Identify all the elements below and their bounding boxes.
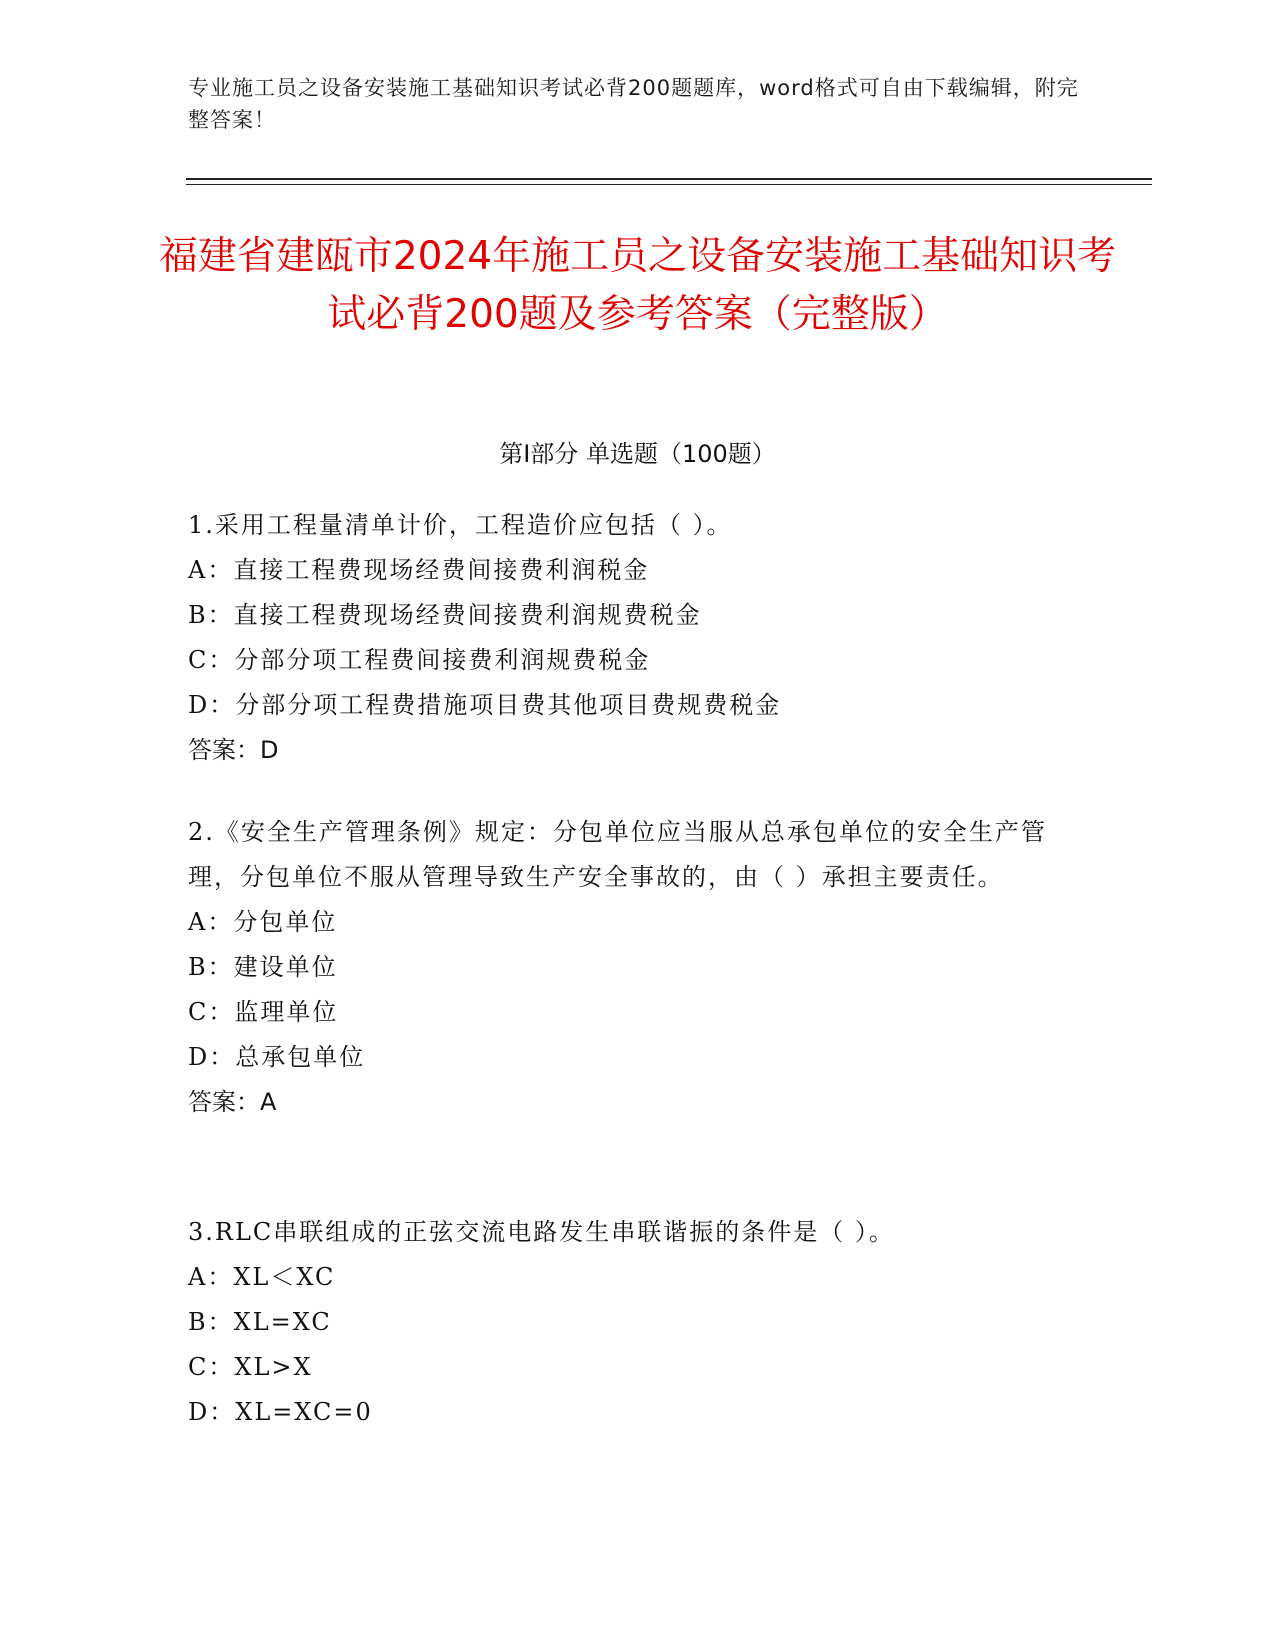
- header-note: 专业施工员之设备安装施工基础知识考试必背200题题库，word格式可自由下载编辑，附完整答案！: [188, 76, 1079, 132]
- option-a: A：XL＜XC: [188, 1263, 336, 1291]
- option-b: B：直接工程费现场经费间接费利润规费税金: [188, 601, 702, 629]
- option-a: A：直接工程费现场经费间接费利润税金: [188, 556, 650, 584]
- document-title: 福建省建瓯市2024年施工员之设备安装施工基础知识考试必背200题及参考答案（完整版）: [158, 234, 1117, 337]
- option-a: A：分包单位: [188, 908, 338, 936]
- option-d: D：XL=XC=0: [188, 1398, 373, 1426]
- question-stem: 1.采用工程量清单计价，工程造价应包括（ ）。: [188, 511, 733, 539]
- header-divider-thick: [186, 178, 1152, 180]
- question-3: [188, 1210, 1088, 1435]
- section-heading: 第I部分 单选题（100题）: [499, 440, 776, 468]
- option-c: C：监理单位: [188, 998, 339, 1026]
- option-b: B：建设单位: [188, 953, 338, 981]
- question-1: [188, 503, 1088, 773]
- option-d: D：分部分项工程费措施项目费其他项目费规费税金: [188, 691, 782, 719]
- answer: 答案：D: [188, 736, 279, 764]
- option-c: C：分部分项工程费间接费利润规费税金: [188, 646, 651, 674]
- answer: 答案：A: [188, 1088, 277, 1116]
- header-divider-thin: [186, 184, 1152, 185]
- option-c: C：XL>X: [188, 1353, 313, 1381]
- option-b: B：XL=XC: [188, 1308, 332, 1336]
- question-2: [188, 810, 1088, 1125]
- question-stem: 3.RLC串联组成的正弦交流电路发生串联谐振的条件是（ ）。: [188, 1218, 895, 1246]
- option-d: D：总承包单位: [188, 1043, 366, 1071]
- question-stem: 2.《安全生产管理条例》规定：分包单位应当服从总承包单位的安全生产管理，分包单位不服从管理导致生产安全事故的，由（ ）承担主要责任。: [188, 818, 1047, 891]
